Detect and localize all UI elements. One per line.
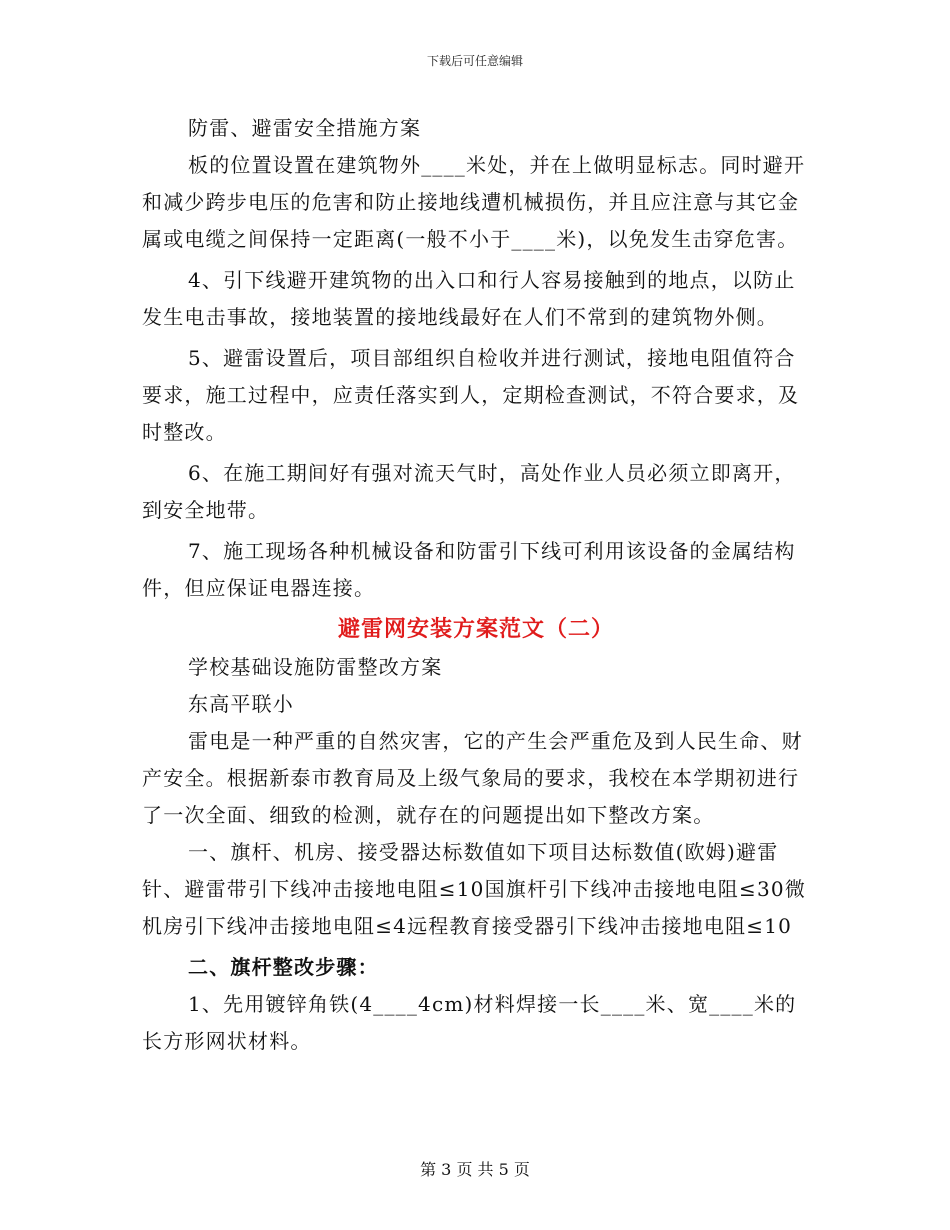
paragraph-heading: 防雷、避雷安全措施方案	[188, 116, 422, 140]
paragraph-item-4: 4、引下线避开建筑物的出入口和行人容易接触到的地点，以防止发生电击事故，接地装置的接地线最好在人们不常到的建筑物外侧。	[142, 268, 796, 329]
paragraph-intro: 雷电是一种严重的自然灾害，它的产生会严重危及到人民生命、财产安全。根据新泰市教育局及上级气象局的要求，我校在本学期初进行了一次全面、细致的检测，就存在的问题提出如下整改方案。	[142, 729, 803, 827]
paragraph: 板的位置设置在建筑物外____米处，并在上做明显标志。同时避开和减少跨步电压的危害和防止接地线遭机械损伤，并且应注意与其它金属或电缆之间保持一定距离(一般不小于____米)，以免发生击穿危害。	[142, 153, 806, 251]
step-heading: 二、旗杆整改步骤：	[188, 955, 379, 979]
school-name: 东高平联小	[188, 692, 294, 716]
page-footer: 第 3 页 共 5 页	[420, 1160, 530, 1179]
page-header: 下载后可任意编辑	[426, 54, 523, 68]
paragraph-standards: 一、旗杆、机房、接受器达标数值如下项目达标数值(欧姆)避雷针、避雷带引下线冲击接地电阻≤10国旗杆引下线冲击接地电阻≤30微机房引下线冲击接地电阻≤4远程教育接受器引下线冲击接地电阻≤10	[142, 840, 807, 938]
section-title: 避雷网安装方案范文（二）	[337, 616, 614, 642]
document-body	[142, 110, 810, 1060]
paragraph-step-1: 1、先用镀锌角铁(4____4cm)材料焊接一长____米、宽____米的长方形网状材料。	[142, 992, 797, 1053]
paragraph-item-7: 7、施工现场各种机械设备和防雷引下线可利用该设备的金属结构件，但应保证电器连接。	[142, 539, 796, 600]
paragraph-item-5: 5、避雷设置后，项目部组织自检收并进行测试，接地电阻值符合要求，施工过程中，应责任落实到人，定期检查测试，不符合要求，及时整改。	[142, 346, 800, 444]
paragraph-item-6: 6、在施工期间好有强对流天气时，高处作业人员必须立即离开，到安全地带。	[142, 461, 796, 522]
section-subtitle: 学校基础设施防雷整改方案	[188, 655, 443, 679]
